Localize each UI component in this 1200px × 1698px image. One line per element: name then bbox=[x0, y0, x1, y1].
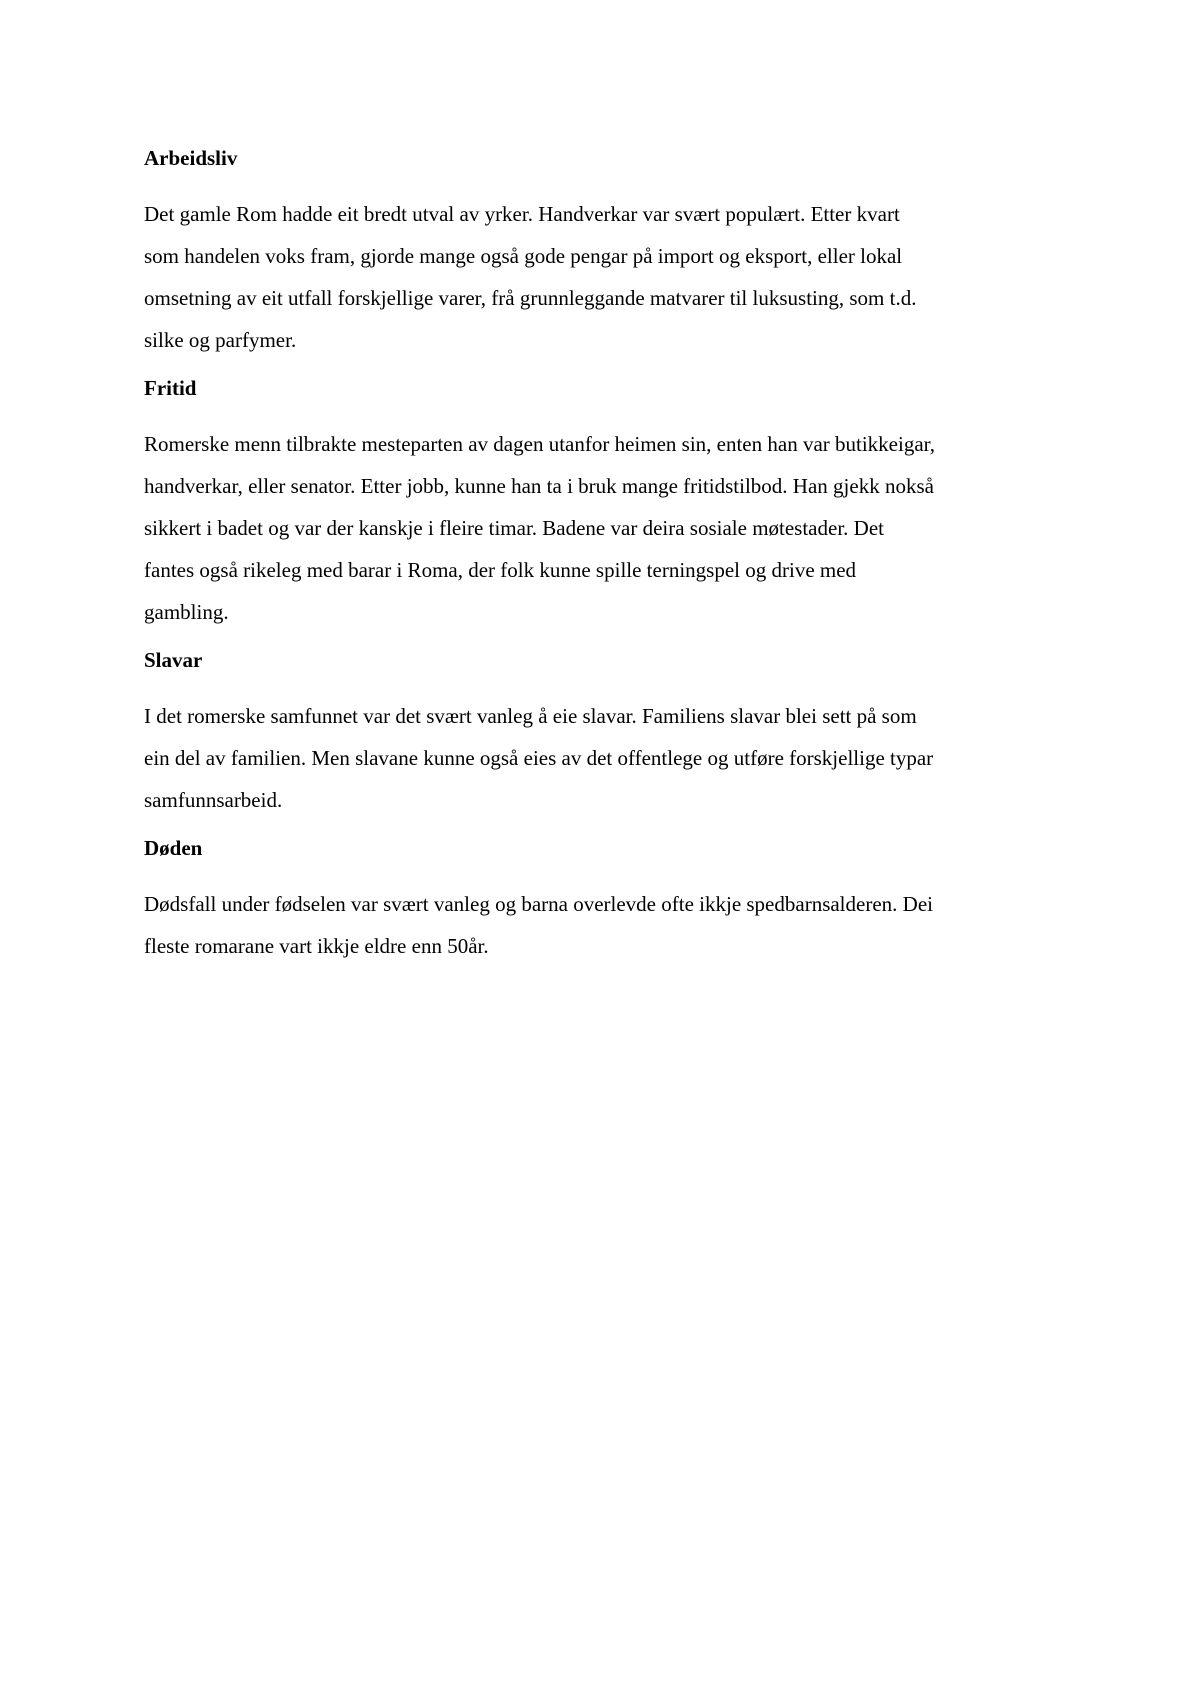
paragraph-line: fantes også rikeleg med barar i Roma, der folk kunne spille terningspel og drive med bbox=[144, 558, 857, 582]
paragraph-line: I det romerske samfunnet var det svært vanleg å eie slavar. Familiens slavar blei sett på som bbox=[144, 704, 917, 728]
paragraph-line: Dødsfall under fødselen var svært vanleg og barna overlevde ofte ikkje spedbarnsalderen. Dei bbox=[144, 892, 933, 916]
section-paragraph bbox=[144, 695, 1064, 821]
paragraph-line: samfunnsarbeid. bbox=[144, 788, 283, 812]
section-heading: Arbeidsliv bbox=[144, 146, 238, 170]
paragraph-line: handverkar, eller senator. Etter jobb, kunne han ta i bruk mange fritidstilbod. Han gjekk nokså bbox=[144, 474, 934, 498]
paragraph-line: silke og parfymer. bbox=[144, 328, 297, 352]
paragraph-line: omsetning av eit utfall forskjellige varer, frå grunnleggande matvarer til luksusting, som t.d. bbox=[144, 286, 917, 310]
document-content bbox=[144, 143, 1064, 979]
section-heading: Døden bbox=[144, 836, 203, 860]
paragraph-line: som handelen voks fram, gjorde mange også gode pengar på import og eksport, eller lokal bbox=[144, 244, 903, 268]
section-heading: Fritid bbox=[144, 376, 197, 400]
section-arbeidsliv bbox=[144, 143, 1064, 361]
section-fritid bbox=[144, 373, 1064, 633]
paragraph-line: ein del av familien. Men slavane kunne også eies av det offentlege og utføre forskjellige typar bbox=[144, 746, 934, 770]
paragraph-line: fleste romarane vart ikkje eldre enn 50år. bbox=[144, 934, 489, 958]
section-doden bbox=[144, 833, 1064, 967]
paragraph-line: Det gamle Rom hadde eit bredt utval av yrker. Handverkar var svært populært. Etter kvart bbox=[144, 202, 900, 226]
section-paragraph bbox=[144, 423, 1064, 633]
paragraph-line: sikkert i badet og var der kanskje i fleire timar. Badene var deira sosiale møtestader. Det bbox=[144, 516, 884, 540]
section-paragraph bbox=[144, 193, 1064, 361]
paragraph-line: Romerske menn tilbrakte mesteparten av dagen utanfor heimen sin, enten han var butikkeigar, bbox=[144, 432, 936, 456]
section-slavar bbox=[144, 645, 1064, 821]
section-heading: Slavar bbox=[144, 648, 203, 672]
section-paragraph bbox=[144, 883, 1064, 967]
paragraph-line: gambling. bbox=[144, 600, 229, 624]
